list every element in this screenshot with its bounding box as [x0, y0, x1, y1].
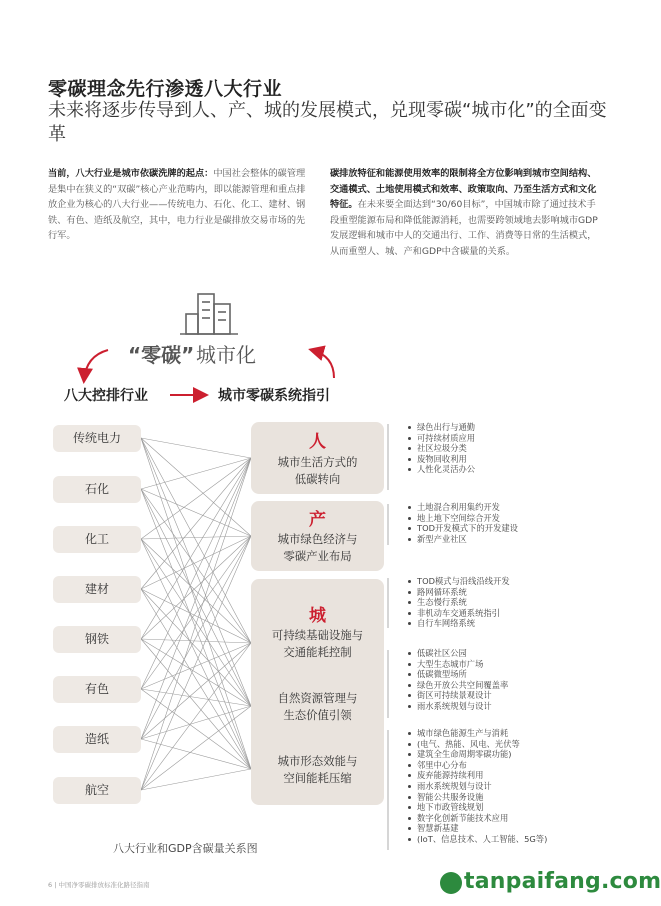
- industry-box: 造纸: [53, 726, 141, 753]
- connector-line: [141, 539, 251, 643]
- connector-line: [141, 689, 251, 769]
- intro-left-bold: 当前，八大行业是城市依碳洗牌的起点：: [48, 168, 214, 179]
- center-title-rest: 城市化: [196, 343, 256, 367]
- list-item: 地下市政管线规划: [407, 802, 607, 813]
- connector-line: [141, 438, 251, 458]
- page-subtitle: 未来将逐步传导到人、产、城的发展模式，兑现零碳“城市化”的全面变革: [48, 100, 607, 145]
- connector-line: [141, 489, 251, 769]
- list-item: 雨水系统规划与设计: [407, 781, 607, 792]
- list-item: 人性化灵活办公: [407, 464, 607, 475]
- industry-box: 化工: [53, 526, 141, 553]
- page-footer: 6 | 中国净零碳排放标准化路径指南: [48, 881, 150, 889]
- connector-line: [141, 639, 251, 643]
- intro-left-text: 中国社会整体的碳管理是集中在狭义的“双碳”核心产业范畴内，即以能源管理和重点排放企业为核心的八大行业——传统电力、石化、化工、建材、钢铁、有色、造纸及航空，其中，电力行业是碳排放交易市场的先行军。: [48, 168, 306, 241]
- connector-line: [141, 643, 251, 739]
- list-item: 街区可持续景观设计: [407, 690, 607, 701]
- connector-line: [141, 458, 251, 489]
- bullet-list: [407, 502, 607, 544]
- list-item: 路网循环系统: [407, 587, 607, 598]
- industry-box: 有色: [53, 676, 141, 703]
- connector-line: [141, 438, 251, 706]
- system-label: 可持续基础设施与 交通能耗控制: [271, 628, 364, 659]
- list-item: 社区垃圾分类: [407, 443, 607, 454]
- connector-line: [141, 489, 251, 536]
- left-header: 八大控排行业: [64, 388, 148, 404]
- connector-line: [141, 458, 251, 589]
- connector-line: [141, 769, 251, 790]
- connector-line: [141, 689, 251, 706]
- system-box-industry: [251, 501, 384, 571]
- list-item: 城市绿色能源生产与消耗: [407, 728, 607, 739]
- list-item: 数字化创新节能技术应用: [407, 813, 607, 824]
- system-key: 人: [309, 432, 326, 452]
- right-header: 城市零碳系统指引: [218, 388, 330, 404]
- connector-line: [141, 536, 251, 539]
- connector-line: [141, 438, 251, 536]
- system-label: 自然资源管理与 生态价值引领: [277, 691, 358, 722]
- connector-line: [141, 643, 251, 689]
- list-item: TOD开发模式下的开发建设: [407, 523, 607, 534]
- list-item: 非机动车交通系统指引: [407, 608, 607, 619]
- list-item: 低碳微型场所: [407, 669, 607, 680]
- connector-line: [141, 438, 251, 769]
- connector-line: [141, 539, 251, 769]
- curved-arrow-left-icon: [84, 350, 108, 380]
- intro-right-text: 在未来要全面达到“30/60目标”，中国城市除了通过技术手段重塑能源布局和降低能源消耗，也需要跨领域地去影响城市GDP发展逻辑和城市中人的交通出行、工作、消费等日常的生活模式，从而重塑人、城、产和GDP中含碳量的关系。: [330, 199, 598, 257]
- system-box-people: [251, 422, 384, 494]
- connector-line: [141, 589, 251, 643]
- connector-line: [141, 639, 251, 706]
- connector-line: [141, 536, 251, 689]
- connector-line: [141, 589, 251, 706]
- connector-line: [141, 539, 251, 706]
- leaf-logo-icon: [440, 872, 462, 894]
- bullet-list: [407, 576, 607, 629]
- list-item: 邻里中心分布: [407, 760, 607, 771]
- list-item: 雨水系统规划与设计: [407, 701, 607, 712]
- connector-line: [141, 438, 251, 643]
- system-key: 产: [309, 510, 326, 530]
- intro-right-bold: 碳排放特征和能源使用效率的限制将全方位影响到城市空间结构、交通模式、土地使用模式和效率、政策取向、乃至生活方式和文化特征。: [330, 168, 597, 210]
- connector-line: [141, 458, 251, 689]
- list-item: 智慧新基建: [407, 823, 607, 834]
- page-title: 零碳理念先行渗透八大行业: [48, 78, 283, 100]
- list-item: 地上地下空间综合开发: [407, 513, 607, 524]
- list-item: 低碳社区公园: [407, 648, 607, 659]
- connector-lines: [141, 438, 251, 790]
- list-item: TOD模式与沿线沿线开发: [407, 576, 607, 587]
- system-box-city: [251, 579, 384, 805]
- system-label: 城市形态效能与 空间能耗压缩: [277, 754, 358, 785]
- industry-box: 建材: [53, 576, 141, 603]
- list-item: 废弃能源持续利用: [407, 770, 607, 781]
- building-icon: [180, 294, 238, 334]
- connector-line: [141, 706, 251, 790]
- list-item: (IoT、信息技术、人工智能、5G等): [407, 834, 607, 845]
- list-item: (电气、热能、风电、光伏等: [407, 739, 607, 750]
- list-item: 废物回收利用: [407, 454, 607, 465]
- connector-line: [141, 639, 251, 769]
- industry-box: 钢铁: [53, 626, 141, 653]
- connector-line: [141, 536, 251, 790]
- connector-line: [141, 458, 251, 790]
- industry-box: 传统电力: [53, 425, 141, 452]
- system-label: 城市生活方式的 低碳转向: [277, 455, 358, 486]
- connector-line: [141, 706, 251, 739]
- connector-line: [141, 458, 251, 539]
- connector-line: [141, 536, 251, 639]
- list-item: 土地混合利用集约开发: [407, 502, 607, 513]
- list-item: 自行车网络系统: [407, 618, 607, 629]
- list-item: 生态慢行系统: [407, 597, 607, 608]
- connector-line: [141, 489, 251, 643]
- list-item: 新型产业社区: [407, 534, 607, 545]
- system-label: 城市绿色经济与 零碳产业布局: [277, 532, 358, 563]
- industry-box: 石化: [53, 476, 141, 503]
- intro-left: [48, 166, 306, 244]
- connector-line: [141, 489, 251, 706]
- center-title-quoted: “零碳”: [128, 343, 195, 367]
- list-item: 绿色出行与通勤: [407, 422, 607, 433]
- connector-line: [141, 536, 251, 589]
- connector-line: [141, 643, 251, 790]
- connector-line: [141, 536, 251, 739]
- bullet-list: [407, 422, 607, 475]
- industry-box: 航空: [53, 777, 141, 804]
- intro-right: [330, 166, 598, 259]
- system-key: 城: [309, 606, 326, 626]
- list-item: 可持续材质应用: [407, 433, 607, 444]
- connector-line: [141, 458, 251, 739]
- connector-line: [141, 458, 251, 639]
- site-logo[interactable]: tanpaifang.com: [464, 869, 661, 894]
- list-item: 智能公共服务设施: [407, 792, 607, 803]
- diagram-caption: 八大行业和GDP含碳量关系图: [113, 842, 258, 855]
- list-item: 大型生态城市广场: [407, 659, 607, 670]
- list-item: 建筑全生命周期零碳功能): [407, 749, 607, 760]
- bullet-list: [407, 728, 607, 845]
- list-item: 绿色开放公共空间覆盖率: [407, 680, 607, 691]
- curved-arrow-right-icon: [312, 350, 334, 378]
- bullet-list: [407, 648, 607, 712]
- connector-line: [141, 589, 251, 769]
- connector-line: [141, 739, 251, 769]
